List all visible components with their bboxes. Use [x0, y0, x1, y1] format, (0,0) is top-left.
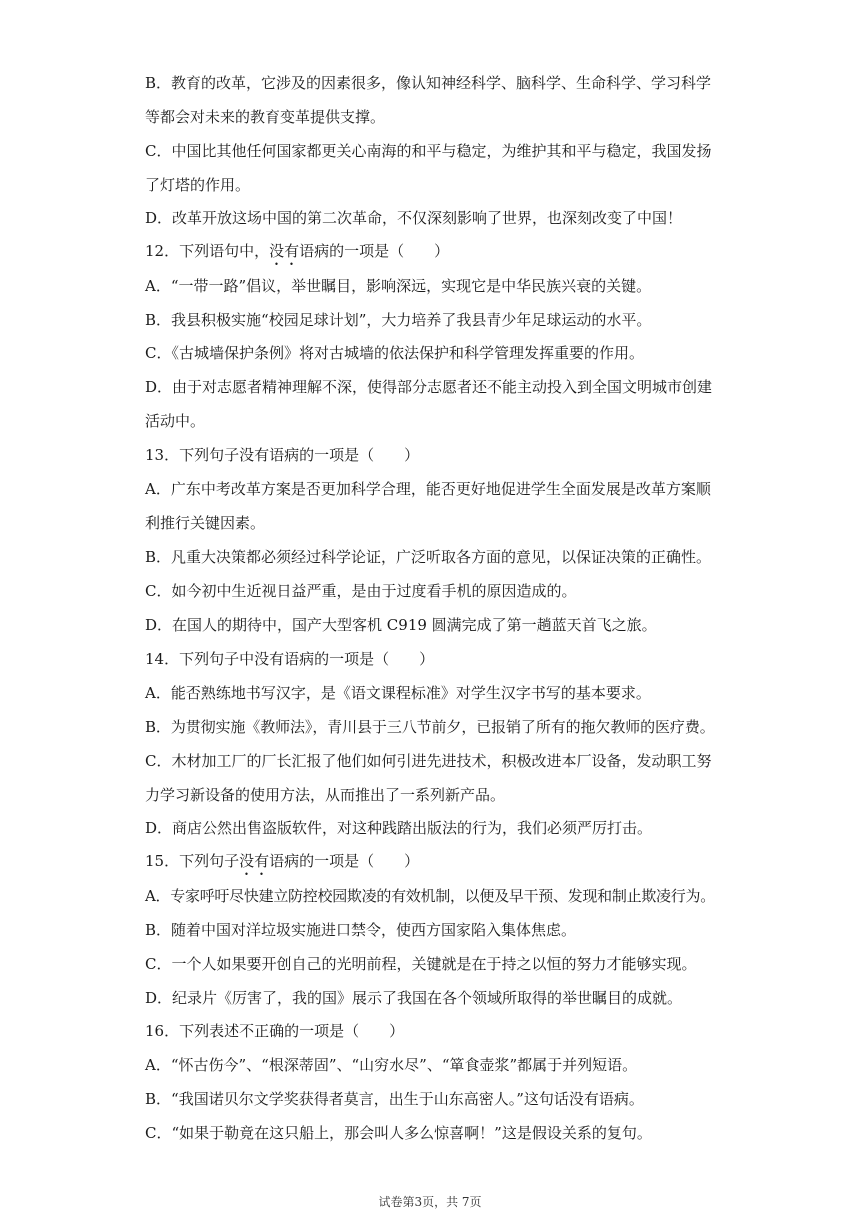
- q15-stem-emphasis: 没有: [239, 852, 270, 870]
- q12-option-d-line1: D．由于对志愿者精神理解不深，使得部分志愿者还不能主动投入到全国文明城市创建: [145, 378, 713, 396]
- q15-option-b: B．随着中国对洋垃圾实施进口禁令，使西方国家陷入集体焦虑。: [145, 921, 577, 939]
- q13-option-a-line2: 利推行关键因素。: [145, 514, 266, 532]
- q13-option-b: B．凡重大决策都必须经过科学论证，广泛听取各方面的意见，以保证决策的正确性。: [145, 548, 712, 566]
- q16-option-a: A．“怀古伤今”、“根深蒂固”、“山穷水尽”、“箪食壶浆”都属于并列短语。: [145, 1056, 638, 1074]
- q13-stem: 13．下列句子没有语病的一项是（ ）: [145, 446, 420, 464]
- q11-option-d: D．改革开放这场中国的第二次革命，不仅深刻影响了世界，也深刻改变了中国！: [145, 209, 683, 227]
- q14-option-c-line2: 力学习新设备的使用方法，从而推出了一系列新产品。: [145, 786, 506, 804]
- q13-option-d: D．在国人的期待中，国产大型客机 C919 圆满完成了第一趟蓝天首飞之旅。: [145, 616, 657, 634]
- q11-option-b-line2: 等都会对未来的教育变革提供支撑。: [145, 108, 386, 126]
- q12-option-c: C．《古城墙保护条例》将对古城墙的依法保护和科学管理发挥重要的作用。: [145, 344, 644, 362]
- q12-stem: [145, 241, 449, 269]
- q13-option-a-line1: A．广东中考改革方案是否更加科学合理，能否更好地促进学生全面发展是改革方案顺: [145, 480, 711, 498]
- q11-option-c-line2: 了灯塔的作用。: [145, 176, 251, 194]
- q15-option-d: D．纪录片《厉害了，我的国》展示了我国在各个领域所取得的举世瞩目的成就。: [145, 989, 683, 1007]
- page-footer: 试卷第3页，共 7页: [378, 1195, 482, 1209]
- q16-option-c: C．“如果于勒竟在这只船上，那会叫人多么惊喜啊！”这是假设关系的复句。: [145, 1124, 652, 1142]
- q15-option-c: C．一个人如果要开创自己的光明前程，关键就是在于持之以恒的努力才能够实现。: [145, 955, 697, 973]
- q11-option-c-line1: C．中国比其他任何国家都更关心南海的和平与稳定，为维护其和平与稳定，我国发扬: [145, 142, 712, 160]
- q12-option-b: B．我县积极实施“校园足球计划”，大力培养了我县青少年足球运动的水平。: [145, 311, 652, 329]
- q12-stem-pre: 12．下列语句中，: [145, 242, 270, 260]
- q16-option-b: B．“我国诺贝尔文学奖获得者莫言，出生于山东高密人。”这句话没有语病。: [145, 1090, 644, 1108]
- q14-option-c-line1: C．木材加工厂的厂长汇报了他们如何引进先进技术，积极改进本厂设备，发动职工努: [145, 752, 712, 770]
- q12-option-a: A．“一带一路”倡议，举世瞩目，影响深远，实现它是中华民族兴衰的关键。: [145, 277, 652, 295]
- q15-option-a: A．专家呼吁尽快建立防控校园欺凌的有效机制，以便及早干预、发现和制止欺凌行为。: [145, 887, 715, 905]
- q14-option-a: A．能否熟练地书写汉字，是《语文课程标准》对学生汉字书写的基本要求。: [145, 684, 651, 702]
- q15-stem-post: 语病的一项是（ ）: [269, 852, 420, 870]
- q12-stem-post: 语病的一项是（ ）: [299, 242, 450, 260]
- q15-stem-pre: 15．下列句子: [145, 852, 240, 870]
- q13-option-c: C．如今初中生近视日益严重，是由于过度看手机的原因造成的。: [145, 582, 577, 600]
- q16-stem: 16．下列表述不正确的一项是（ ）: [145, 1022, 405, 1040]
- q14-option-b: B．为贯彻实施《教师法》，青川县于三八节前夕，已报销了所有的拖欠教师的医疗费。: [145, 718, 715, 736]
- q15-stem: [145, 851, 419, 879]
- q14-stem: 14．下列句子中没有语病的一项是（ ）: [145, 650, 435, 668]
- q12-stem-emphasis: 没有: [269, 242, 300, 260]
- q11-option-b-line1: B．教育的改革，它涉及的因素很多，像认知神经科学、脑科学、生命科学、学习科学: [145, 74, 712, 92]
- q12-option-d-line2: 活动中。: [145, 412, 206, 430]
- q14-option-d: D．商店公然出售盗版软件，对这种践踏出版法的行为，我们必须严厉打击。: [145, 819, 653, 837]
